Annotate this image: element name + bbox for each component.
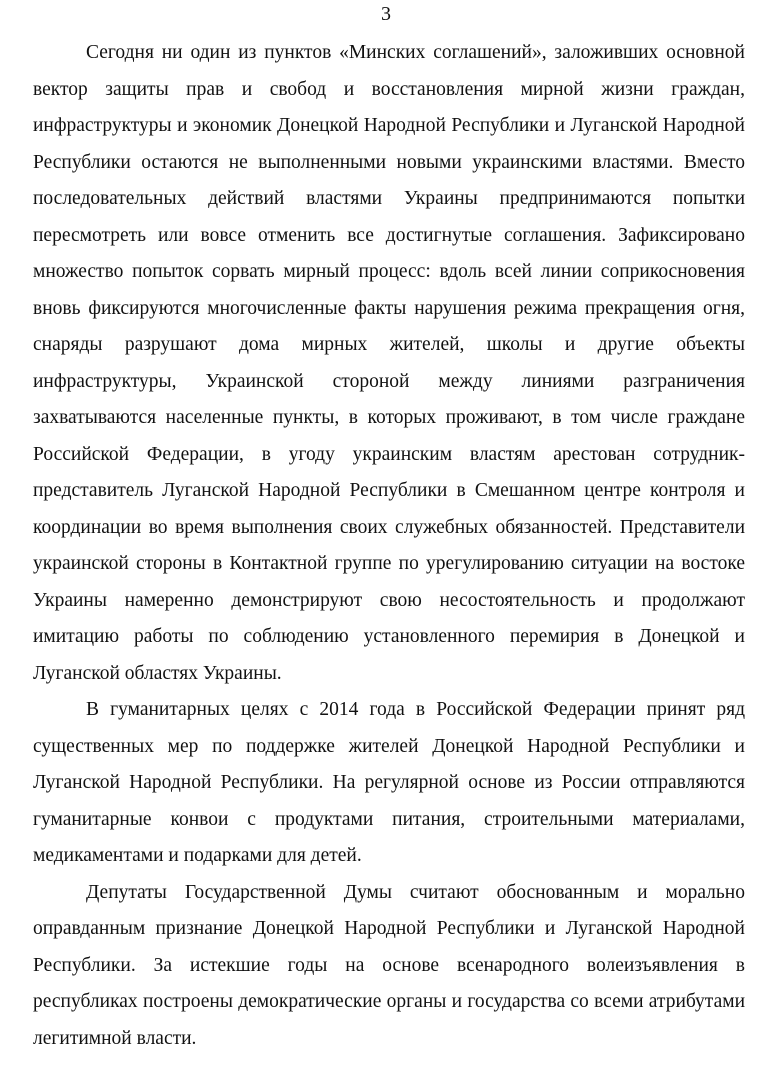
paragraph-duma-recognition: Депутаты Государственной Думы считают обоснованным и морально оправданным признание Донецкой Народной Республики и Луганской Народной Республики. За истекшие годы на основе всенародного волеизъявления в республиках построены демократические органы и государства со всеми атрибутами легитимной власти. [33,881,745,1049]
paragraph-minsk-agreements: Сегодня ни один из пунктов «Минских соглашений», заложивших основной вектор защиты прав и свобод и восстановления мирной жизни граждан, инфраструктуры и экономик Донецкой Народной Республики и Луганской Народной Республики остаются не выполненными новыми украинскими властями. Вместо последовательных действий властями Украины предпринимаются попытки пересмотреть или вовсе отменить все достигнутые соглашения. Зафиксировано множество попыток сорвать мирный процесс: вдоль всей линии соприкосновения вновь фиксируются многочисленные факты нарушения режима прекращения огня, снаряды разрушают дома мирных жителей, школы и другие объекты инфраструктуры, Украинской стороной между линиями разграничения захватываются населенные пункты, в которых проживают, в том числе граждане Российской Федерации, в угоду украинским властям арестован сотрудник-представитель Луганской Народной Республики в Смешанном центре контроля и координации во время выполнения своих служебных обязанностей. Представители украинской стороны в Контактной группе по урегулированию ситуации на востоке Украины намеренно демонстрируют свою несостоятельность и продолжают имитацию работы по соблюдению установленного перемирия в Донецкой и Луганской областях Украины. [33,42,745,684]
paragraph-humanitarian-measures: В гуманитарных целях с 2014 года в Российской Федерации принят ряд существенных мер по поддержке жителей Донецкой Народной Республики и Луганской Народной Республики. На регулярной основе из России отправляются гуманитарные конвои с продуктами питания, строительными материалами, медикаментами и подарками для детей. [33,699,745,866]
document-body [33,35,745,1057]
page-number: 3 [381,3,391,25]
